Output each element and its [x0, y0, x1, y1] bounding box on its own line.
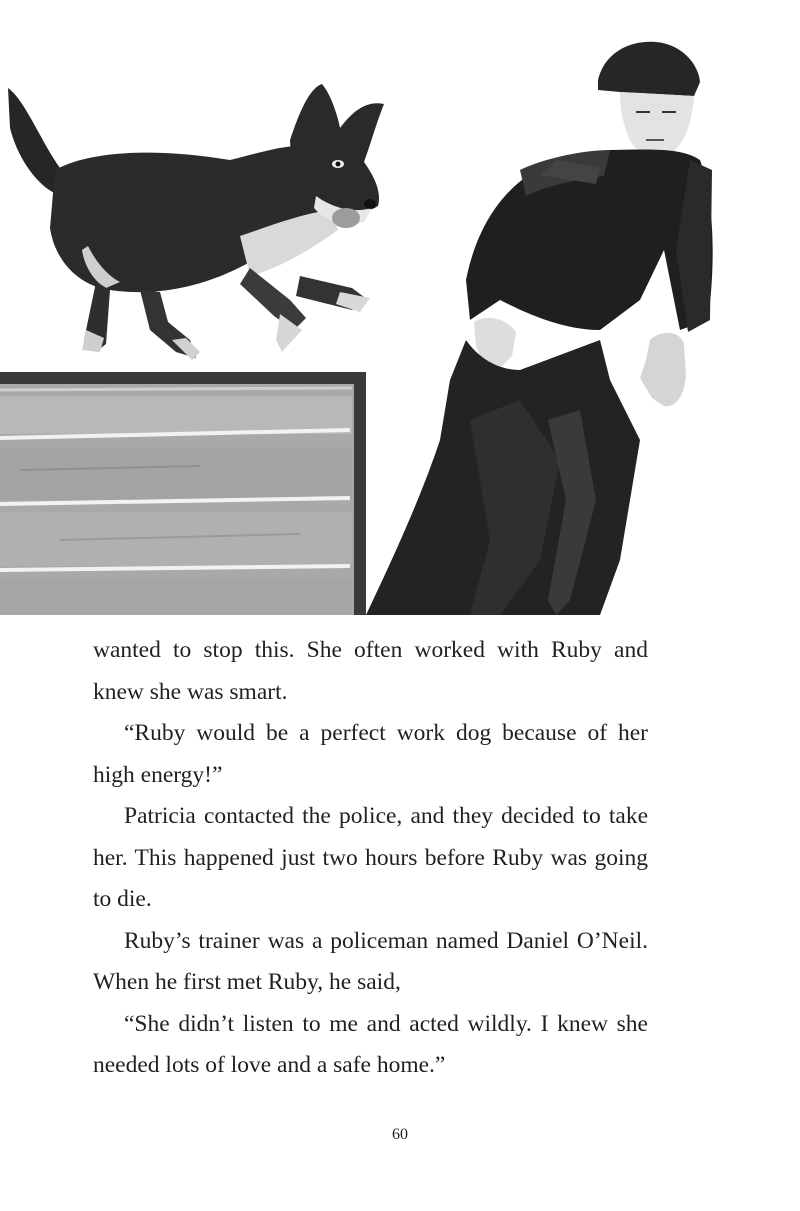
- paragraph: “Ruby would be a perfect work dog because of her high energy!”: [93, 720, 648, 788]
- dog-illustration: [8, 84, 384, 360]
- paragraph: Ruby’s trainer was a policeman named Daniel O’Neil. When he first met Ruby, he said,: [93, 927, 648, 995]
- body-text: [93, 630, 648, 1087]
- wooden-wall: [0, 372, 366, 615]
- policeman-illustration: [366, 42, 713, 615]
- paragraph: “She didn’t listen to me and acted wildly. I knew she needed lots of love and a safe home.”: [93, 1010, 648, 1078]
- paragraph: Patricia contacted the police, and they decided to take her. This happened just two hours before Ruby was going to die.: [93, 803, 648, 912]
- page-number: 60: [392, 1126, 408, 1143]
- paragraph: wanted to stop this. She often worked with Ruby and knew she was smart.: [93, 637, 648, 705]
